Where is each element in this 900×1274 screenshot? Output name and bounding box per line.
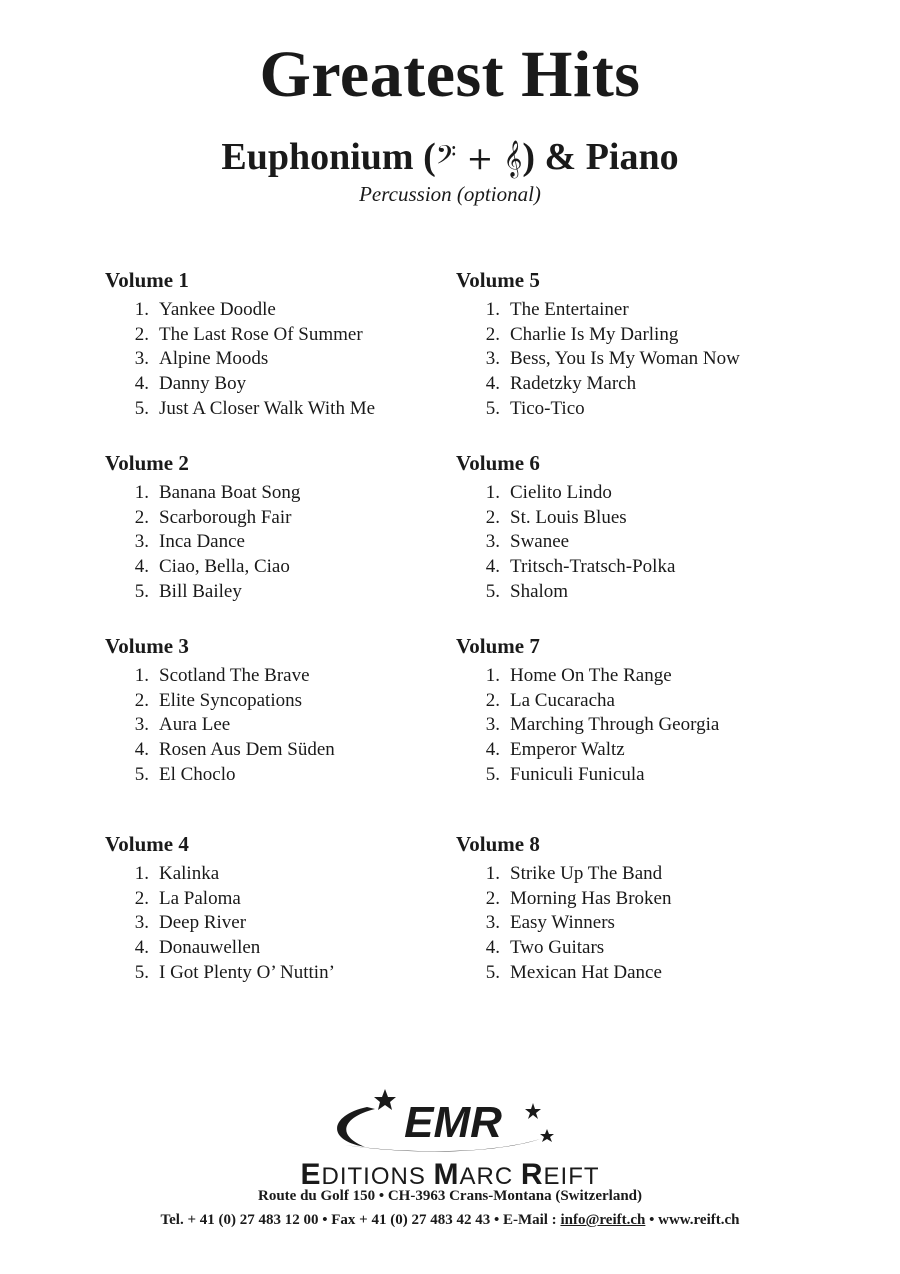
track-item	[456, 481, 836, 506]
track-item	[456, 887, 836, 912]
track-item	[456, 738, 836, 763]
track-name: St. Louis Blues	[510, 506, 627, 528]
track-item	[105, 689, 485, 714]
publisher-initial: M	[433, 1158, 460, 1191]
track-item	[456, 689, 836, 714]
track-number: 4.	[485, 373, 500, 395]
track-item	[105, 372, 485, 397]
track-number: 1.	[485, 299, 500, 320]
track-number: 5.	[485, 580, 500, 602]
track-item	[456, 961, 836, 986]
track-name: La Paloma	[159, 887, 241, 909]
track-name: Tico-Tico	[510, 397, 585, 419]
emr-logo	[305, 1085, 595, 1155]
track-name: Inca Dance	[159, 531, 245, 553]
track-name: Scarborough Fair	[159, 506, 292, 528]
volume-5	[456, 268, 836, 421]
track-item	[456, 763, 836, 788]
volume-title: Volume 6	[456, 451, 540, 475]
track-number: 5.	[134, 763, 149, 785]
instrumentation-subtitle	[0, 138, 900, 176]
publisher-initial: E	[300, 1158, 322, 1191]
track-item	[105, 530, 485, 555]
publisher-initial: R	[520, 1158, 544, 1191]
track-name: Yankee Doodle	[159, 299, 276, 320]
track-item	[456, 347, 836, 372]
subtitle-prefix: Euphonium (	[221, 136, 436, 178]
track-name: Kalinka	[159, 863, 220, 884]
phone-fax: Tel. + 41 (0) 27 483 12 00 • Fax + 41 (0) 27 483 42 43 • E-Mail :	[160, 1212, 561, 1228]
publisher-word: ARC	[459, 1163, 521, 1190]
track-item	[105, 481, 485, 506]
track-item	[105, 580, 485, 605]
track-item	[456, 936, 836, 961]
track-number: 1.	[134, 665, 149, 686]
volume-8	[456, 832, 836, 985]
track-item	[105, 763, 485, 788]
track-name: Funiculi Funicula	[510, 763, 645, 785]
track-number: 2.	[485, 323, 500, 345]
publisher-address: Route du Golf 150 • CH-3963 Crans-Montana (Switzerland)	[258, 1188, 642, 1204]
track-number: 3.	[134, 714, 149, 736]
track-item	[456, 911, 836, 936]
track-name: Bill Bailey	[159, 580, 242, 602]
track-number: 2.	[485, 887, 500, 909]
percussion-note: Percussion (optional)	[359, 182, 541, 206]
track-number: 2.	[134, 506, 149, 528]
track-number: 2.	[134, 689, 149, 711]
volume-4	[105, 832, 485, 985]
track-item	[456, 713, 836, 738]
track-name: Tritsch-Tratsch-Polka	[510, 556, 676, 578]
track-item	[105, 911, 485, 936]
star-icon	[525, 1103, 541, 1119]
track-number: 1.	[485, 482, 500, 503]
volume-1	[105, 268, 485, 421]
track-number: 5.	[134, 397, 149, 419]
track-number: 3.	[134, 531, 149, 553]
track-name: The Entertainer	[510, 299, 629, 320]
clef-icons: 𝄢 + 𝄞	[435, 139, 523, 177]
track-number: 2.	[134, 323, 149, 345]
track-name: Banana Boat Song	[159, 482, 301, 503]
track-number: 5.	[134, 580, 149, 602]
track-name: Deep River	[159, 912, 247, 934]
track-number: 3.	[134, 348, 149, 370]
publisher-word: DITIONS	[321, 1163, 434, 1190]
website-link[interactable]: • www.reift.ch	[645, 1212, 740, 1228]
track-name: Cielito Lindo	[510, 482, 612, 503]
track-number: 3.	[485, 531, 500, 553]
track-number: 2.	[134, 887, 149, 909]
track-number: 4.	[134, 739, 149, 761]
volume-title: Volume 2	[105, 451, 189, 475]
track-name: Bess, You Is My Woman Now	[510, 348, 740, 370]
track-number: 1.	[485, 863, 500, 884]
track-item	[105, 298, 485, 323]
track-name: Rosen Aus Dem Süden	[159, 739, 335, 761]
track-name: La Cucaracha	[510, 689, 615, 711]
volume-3	[105, 634, 485, 787]
track-number: 3.	[485, 912, 500, 934]
track-number: 4.	[134, 373, 149, 395]
track-name: Aura Lee	[159, 714, 231, 736]
track-name: The Last Rose Of Summer	[159, 323, 363, 345]
track-number: 5.	[134, 961, 149, 983]
volume-title: Volume 7	[456, 634, 540, 658]
track-name: El Choclo	[159, 763, 236, 785]
track-name: Morning Has Broken	[510, 887, 672, 909]
volume-title: Volume 3	[105, 634, 189, 658]
volume-title: Volume 5	[456, 268, 540, 292]
track-name: Just A Closer Walk With Me	[159, 397, 376, 419]
track-item	[456, 664, 836, 689]
track-item	[456, 555, 836, 580]
star-icon	[540, 1129, 554, 1142]
volume-6	[456, 451, 836, 604]
track-number: 5.	[485, 763, 500, 785]
track-item	[105, 323, 485, 348]
track-item	[456, 580, 836, 605]
track-number: 4.	[485, 937, 500, 959]
track-name: Alpine Moods	[159, 348, 269, 370]
track-item	[456, 397, 836, 422]
track-name: Mexican Hat Dance	[510, 961, 662, 983]
volume-2	[105, 451, 485, 604]
publisher-name	[0, 1160, 900, 1190]
track-name: Easy Winners	[510, 912, 615, 934]
track-number: 5.	[485, 397, 500, 419]
track-name: Swanee	[510, 531, 570, 553]
volume-title: Volume 8	[456, 832, 540, 856]
track-number: 3.	[485, 714, 500, 736]
track-name: Radetzky March	[510, 373, 637, 395]
star-icon	[374, 1089, 396, 1110]
page-title: Greatest Hits	[259, 38, 641, 111]
track-number: 4.	[485, 739, 500, 761]
track-item	[105, 555, 485, 580]
track-item	[105, 664, 485, 689]
subtitle-suffix: ) & Piano	[522, 136, 679, 178]
track-name: Shalom	[510, 580, 569, 602]
track-name: Donauwellen	[159, 937, 261, 959]
track-item	[105, 961, 485, 986]
track-number: 3.	[134, 912, 149, 934]
track-name: Danny Boy	[159, 373, 247, 395]
track-number: 4.	[134, 556, 149, 578]
track-name: Strike Up The Band	[510, 863, 663, 884]
track-name: Home On The Range	[510, 665, 672, 686]
track-item	[456, 323, 836, 348]
track-item	[105, 887, 485, 912]
track-name: Marching Through Georgia	[510, 714, 720, 736]
track-item	[105, 862, 485, 887]
track-name: Charlie Is My Darling	[510, 323, 679, 345]
publisher-contact	[0, 1213, 900, 1228]
track-name: Scotland The Brave	[159, 665, 310, 686]
track-item	[456, 862, 836, 887]
track-name: I Got Plenty O’ Nuttin’	[159, 961, 335, 983]
track-number: 4.	[134, 937, 149, 959]
track-item	[105, 713, 485, 738]
track-name: Two Guitars	[510, 937, 605, 959]
track-item	[456, 298, 836, 323]
track-item	[456, 506, 836, 531]
track-item	[105, 936, 485, 961]
email-link[interactable]: info@reift.ch	[560, 1212, 646, 1228]
track-number: 2.	[485, 506, 500, 528]
track-number: 3.	[485, 348, 500, 370]
track-item	[456, 530, 836, 555]
track-item	[105, 347, 485, 372]
track-name: Ciao, Bella, Ciao	[159, 556, 290, 578]
track-number: 1.	[134, 299, 149, 320]
publisher-word: EIFT	[543, 1163, 600, 1190]
track-number: 1.	[134, 482, 149, 503]
track-item	[456, 372, 836, 397]
volume-title: Volume 4	[105, 832, 189, 856]
logo-text: EMR	[404, 1098, 502, 1147]
track-item	[105, 506, 485, 531]
volume-7	[456, 634, 836, 787]
logo-swoosh	[337, 1107, 375, 1147]
track-item	[105, 738, 485, 763]
track-item	[105, 397, 485, 422]
track-number: 4.	[485, 556, 500, 578]
volume-title: Volume 1	[105, 268, 189, 292]
track-name: Emperor Waltz	[510, 739, 625, 761]
track-number: 1.	[485, 665, 500, 686]
track-number: 5.	[485, 961, 500, 983]
track-number: 1.	[134, 863, 149, 884]
track-name: Elite Syncopations	[159, 689, 303, 711]
track-number: 2.	[485, 689, 500, 711]
